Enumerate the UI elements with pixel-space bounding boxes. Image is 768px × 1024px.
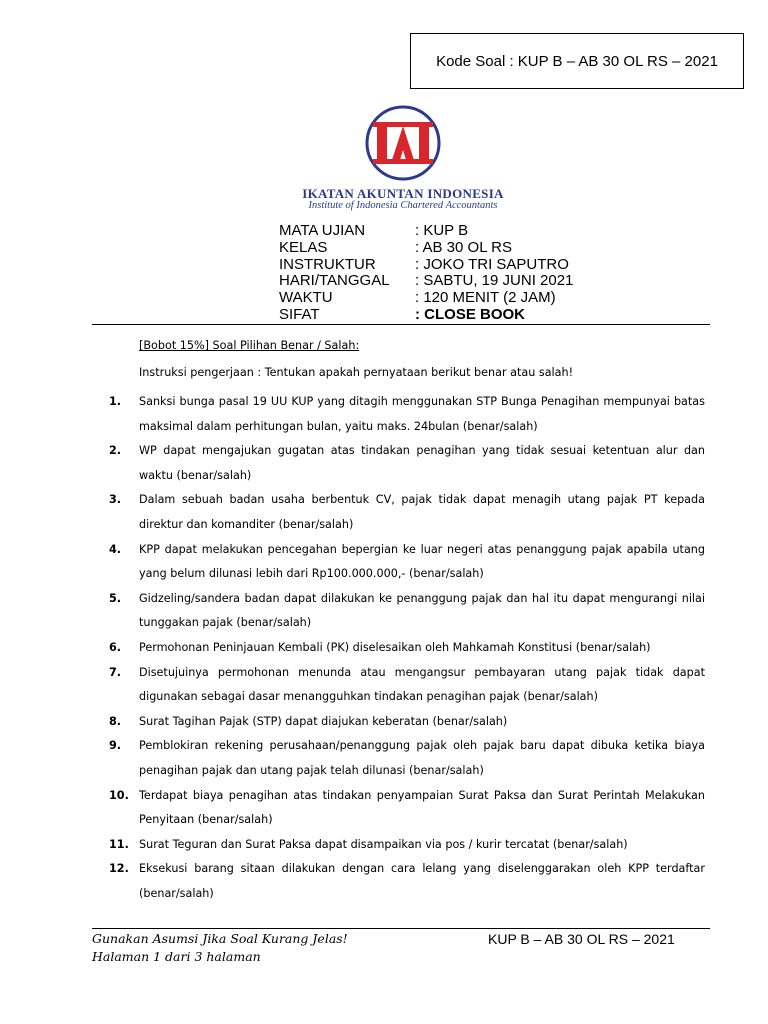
question-item (0, 661, 705, 710)
question-text: Sanksi bunga pasal 19 UU KUP yang ditagih menggunakan STP Bunga Penagihan mempunyai batas maksimal dalam perhitungan bulan, yaitu maks. 24bulan (benar/salah) (139, 395, 705, 433)
question-item (0, 833, 705, 858)
info-label: SIFAT (279, 305, 320, 323)
info-label: WAKTU (279, 289, 333, 307)
footer-divider (92, 928, 710, 929)
header-divider (92, 324, 710, 325)
footer-notes (92, 930, 348, 966)
question-text: KPP dapat melakukan pencegahan bepergian ke luar negeri atas penanggung pajak apabila utang yang belum dilunasi lebih dari Rp100.000.000,- (benar/salah) (139, 542, 705, 581)
question-list (0, 390, 768, 906)
footer-note: Gunakan Asumsi Jika Soal Kurang Jelas! (92, 931, 348, 946)
question-number: 6. (109, 640, 122, 654)
question-number: 8. (109, 714, 122, 728)
exam-code-label: Kode Soal : KUP B – AB 30 OL RS – 2021 (436, 52, 718, 70)
info-label: MATA UJIAN (279, 222, 366, 239)
org-name: IKATAN AKUNTAN INDONESIA (302, 186, 504, 201)
question-number: 4. (109, 542, 122, 556)
question-item (0, 488, 705, 537)
question-text: Pemblokiran rekening perusahaan/penanggung pajak oleh pajak baru dapat dibuka ketika biaya penagihan pajak dan utang pajak telah dilunasi (benar/salah) (139, 739, 705, 777)
info-value: : SABTU, 19 JUNI 2021 (415, 272, 574, 290)
question-number: 10. (109, 788, 129, 802)
section-instruction: Instruksi pengerjaan : Tentukan apakah pernyataan berikut benar atau salah! (139, 366, 574, 379)
info-label: INSTRUKTUR (279, 255, 376, 273)
question-item (0, 636, 705, 661)
question-item (0, 538, 705, 587)
question-item (0, 439, 705, 488)
exam-info-row (279, 307, 573, 324)
question-number: 5. (109, 591, 122, 605)
footer-exam-code: KUP B – AB 30 OL RS – 2021 (488, 931, 675, 947)
exam-info-row (279, 223, 573, 240)
question-text: Terdapat biaya penagihan atas tindakan penyampaian Surat Paksa dan Surat Perintah Melakukan Penyitaan (benar/salah) (139, 788, 705, 827)
question-item (0, 390, 705, 439)
info-label: KELAS (279, 238, 328, 256)
exam-info-row (279, 240, 573, 257)
exam-info-row (279, 273, 573, 290)
exam-code-box (410, 33, 744, 89)
info-value: : AB 30 OL RS (415, 238, 512, 256)
question-text: Gidzeling/sandera badan dapat dilakukan ke penanggung pajak dan hal itu dapat mengurangi nilai tunggakan pajak (benar/salah) (139, 591, 705, 630)
iai-logo (298, 104, 508, 214)
question-item (0, 784, 705, 833)
footer-page-number: Halaman 1 dari 3 halaman (92, 949, 261, 964)
section-heading: [Bobot 15%] Soal Pilihan Benar / Salah: (139, 339, 360, 352)
question-text: Surat Tagihan Pajak (STP) dapat diajukan keberatan (benar/salah) (139, 714, 508, 728)
question-item (0, 710, 705, 735)
exam-info-row (279, 257, 573, 274)
question-number: 9. (109, 739, 122, 753)
question-item (0, 857, 705, 906)
question-number: 12. (109, 862, 129, 876)
info-label: HARI/TANGGAL (279, 272, 390, 290)
info-value: : CLOSE BOOK (415, 305, 526, 323)
question-text: Surat Teguran dan Surat Paksa dapat disampaikan via pos / kurir tercatat (benar/salah) (139, 837, 628, 851)
org-subtitle: Institute of Indonesia Chartered Accountants (308, 200, 498, 211)
question-item (0, 734, 705, 783)
info-value: : JOKO TRI SAPUTRO (415, 255, 569, 273)
info-value: : 120 MENIT (2 JAM) (415, 289, 556, 307)
question-text: Disetujuinya permohonan menunda atau mengangsur pembayaran utang pajak tidak dapat digunakan sebagai dasar menangguhkan tindakan penagihan pajak (benar/salah) (139, 665, 705, 704)
exam-info-row (279, 290, 573, 307)
question-text: Dalam sebuah badan usaha berbentuk CV, pajak tidak dapat menagih utang pajak PT kepada direktur dan komanditer (benar/salah) (139, 493, 705, 531)
question-number: 11. (109, 837, 129, 851)
iai-emblem-icon (360, 104, 446, 184)
question-text: Eksekusi barang sitaan dilakukan dengan cara lelang yang diselenggarakan oleh KPP terdaftar (benar/salah) (139, 862, 705, 900)
question-text: WP dapat mengajukan gugatan atas tindakan penagihan yang tidak sesuai ketentuan alur dan waktu (benar/salah) (139, 444, 705, 482)
question-number: 7. (109, 665, 122, 679)
question-number: 3. (109, 493, 122, 507)
question-item (0, 587, 705, 636)
question-number: 1. (109, 395, 122, 408)
question-text: Permohonan Peninjauan Kembali (PK) diselesaikan oleh Mahkamah Konstitusi (benar/salah) (139, 640, 651, 654)
exam-info-table (279, 223, 573, 324)
question-number: 2. (109, 444, 122, 458)
info-value: : KUP B (415, 222, 469, 239)
